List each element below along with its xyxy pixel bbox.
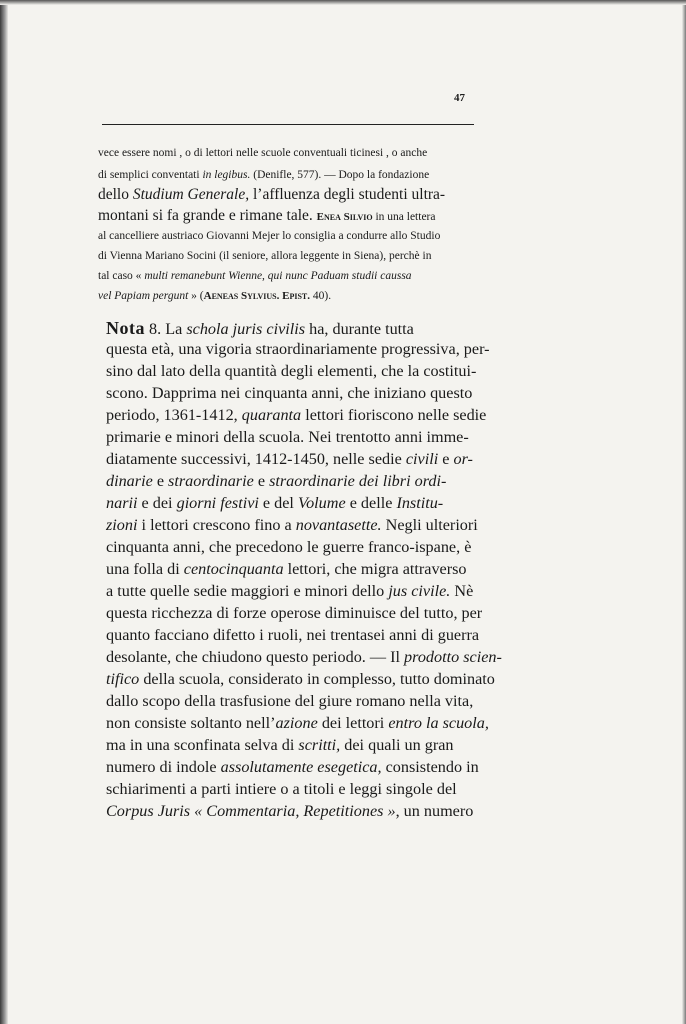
nota-label: Nota (106, 318, 145, 338)
nota-line-6: primarie e minori della scuola. Nei trentotto anni imme- (106, 428, 469, 446)
nota-line-4: scono. Dapprima nei cinquanta anni, che iniziano questo (106, 384, 473, 402)
nota-line-12: una folla di centocinquanta lettori, che migra attraverso (106, 560, 467, 578)
nota-line-7: diatamente successivi, 1412-1450, nelle sedie civili e or- (106, 450, 473, 468)
scan-edge-top (0, 0, 686, 5)
nota-line-15: quanto facciano difetto i ruoli, nei trentasei anni di guerra (106, 626, 480, 644)
nota-line-17: tifico della scuola, considerato in complesso, tutto dominato (106, 670, 495, 688)
scan-edge-left (0, 0, 8, 1024)
footnote-line-5: al cancelliere austriaco Giovanni Mejer lo consiglia a condurre allo Studio (98, 230, 441, 242)
page-number: 47 (454, 92, 465, 104)
nota-line-18: dallo scopo della trasfusione del giure romano nella vita, (106, 692, 474, 710)
nota-line-9: narii e dei giorni festivi e del Volume e delle Institu- (106, 494, 444, 512)
footnote-line-2: di semplici conventati in legibus. (Denifle, 577). — Dopo la fondazione (98, 169, 430, 181)
nota-line-14: questa ricchezza di forze operose diminuisce del tutto, per (106, 604, 483, 622)
nota-line-13: a tutte quelle sedie maggiori e minori dello jus civile. Nè (106, 582, 474, 600)
footnote-line-6: di Vienna Mariano Socini (il seniore, allora leggente in Siena), perchè in (98, 250, 432, 262)
nota-line-1: Nota 8. La schola juris civilis ha, durante tutta (106, 318, 414, 338)
nota-line-19: non consiste soltanto nell’azione dei lettori entro la scuola, (106, 714, 489, 732)
footnote-line-8: vel Papiam pergunt » (Aeneas Sylvius. Epist. 40). (98, 290, 332, 302)
footnote-line-3: dello Studium Generale, l’affluenza degli studenti ultra- (98, 186, 446, 203)
nota-line-11: cinquanta anni, che precedono le guerre franco-ispane, è (106, 538, 472, 556)
nota-line-10: zioni i lettori crescono fino a novantasette. Negli ulteriori (106, 516, 478, 534)
footnote-line-7: tal caso « multi remanebunt Wienne, qui nunc Paduam studii caussa (98, 270, 412, 282)
nota-line-20: ma in una sconfinata selva di scritti, dei quali un gran (106, 736, 454, 754)
nota-line-3: sino dal lato della quantità degli elementi, che la costitui- (106, 362, 477, 380)
nota-line-16: desolante, che chiudono questo periodo. — Il prodotto scien- (106, 648, 502, 666)
nota-line-2: questa età, una vigoria straordinariamente progressiva, per- (106, 340, 490, 358)
nota-line-8: dinarie e straordinarie e straordinarie dei libri ordi- (106, 472, 447, 490)
scan-edge-right (682, 0, 686, 1024)
nota-line-22: schiarimenti a parti intiere o a titoli e leggi singole del (106, 780, 457, 798)
header-rule (102, 124, 474, 125)
footnote-line-4: montani si fa grande e rimane tale. Enea Silvio in una lettera (98, 207, 436, 224)
footnote-line-1: vece essere nomi , o di lettori nelle scuole conventuali ticinesi , o anche (98, 147, 428, 159)
nota-line-5: periodo, 1361-1412, quaranta lettori fioriscono nelle sedie (106, 406, 487, 424)
nota-line-23: Corpus Juris « Commentaria, Repetitiones », un numero (106, 802, 474, 820)
nota-line-21: numero di indole assolutamente esegetica, consistendo in (106, 758, 479, 776)
